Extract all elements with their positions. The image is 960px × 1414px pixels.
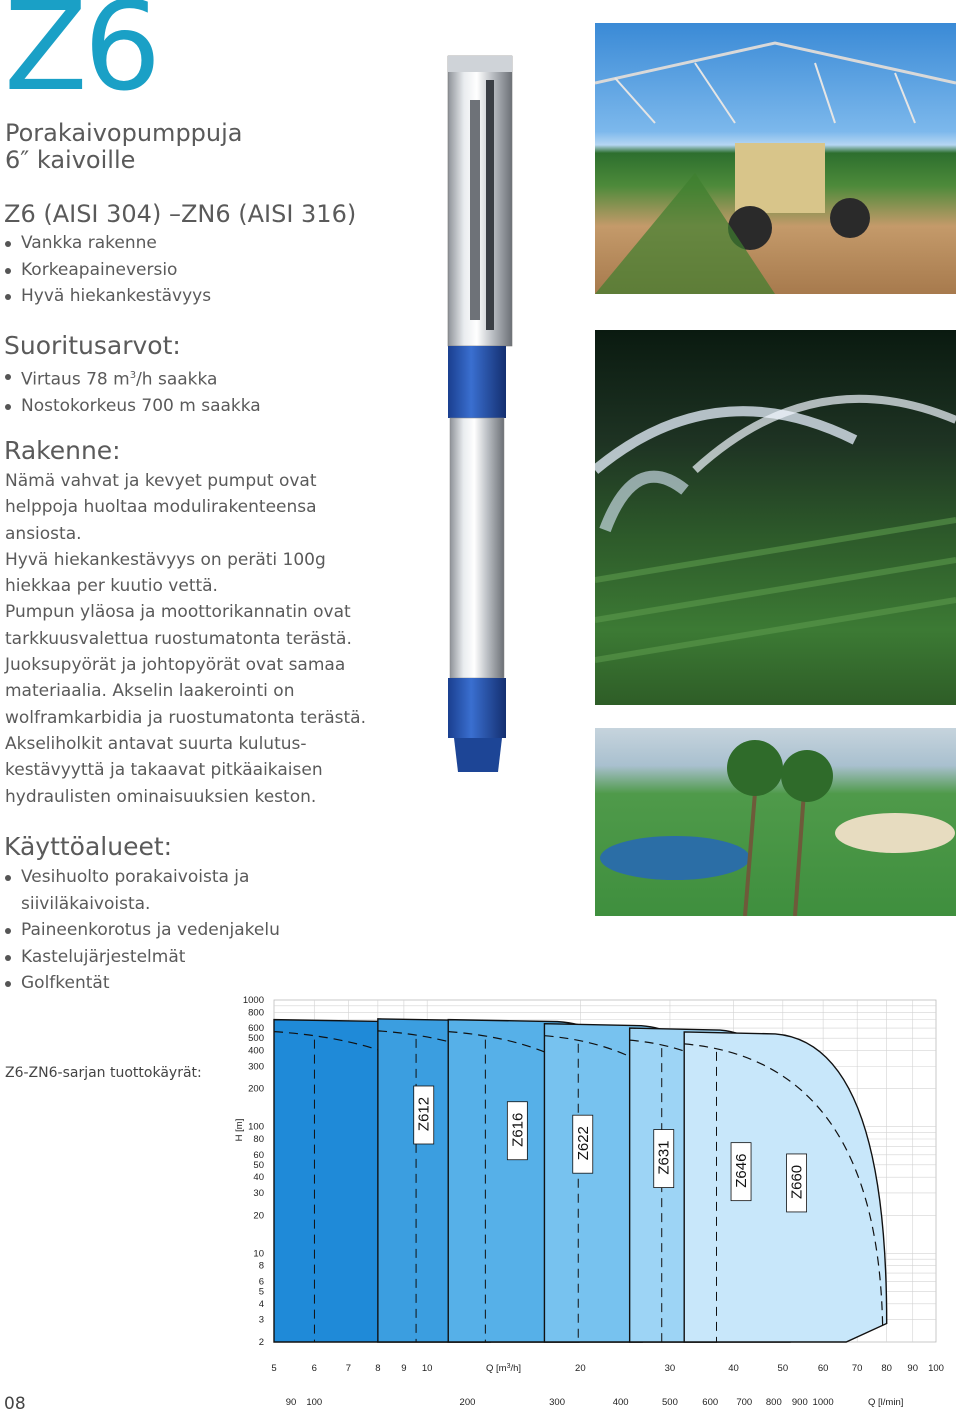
x-tick-label: 9	[401, 1363, 407, 1374]
y-tick-label: 100	[248, 1121, 264, 1133]
text-line: ansiosta.	[5, 523, 82, 544]
x-tick-label: 8	[375, 1363, 381, 1374]
y-tick-label: 8	[258, 1260, 264, 1272]
list-item: Vankka rakenne	[5, 230, 405, 257]
y-axis-ticks	[243, 995, 264, 1348]
flow-sup: 3	[129, 370, 137, 381]
x2-axis-label: Q [l/min]	[868, 1397, 904, 1408]
x-tick-label: 60	[817, 1363, 829, 1374]
x-tick-label: 30	[664, 1363, 676, 1374]
x2-tick-label: 1000	[812, 1397, 834, 1408]
x2-tick-label: 500	[662, 1397, 678, 1408]
y-tick-label: 400	[248, 1045, 264, 1057]
y-tick-label: 30	[253, 1187, 264, 1199]
y-tick-label: 40	[253, 1172, 264, 1184]
x-tick-label: 80	[881, 1363, 892, 1374]
y-tick-label: 10	[253, 1248, 264, 1260]
x-axis-label: Q $[m^3/h]$	[486, 1362, 522, 1374]
y-tick-label: 600	[248, 1023, 264, 1035]
x-tick-label: 6	[311, 1363, 317, 1374]
y-tick-label: 2	[258, 1337, 264, 1348]
text-line: hiekkaa per kuutio vettä.	[5, 576, 218, 597]
list-item	[5, 864, 405, 917]
feature-list	[5, 230, 405, 310]
y-tick-label: 1000	[242, 995, 264, 1006]
series-label: Z631	[655, 1140, 673, 1175]
text-line: kestävyyttä ja takaavat pitkäaikaisen	[5, 760, 323, 781]
golf-course-photo	[595, 728, 956, 916]
y-axis-label: H [m]	[234, 1118, 245, 1142]
series-label: Z646	[733, 1153, 751, 1188]
x2-tick-label: 400	[612, 1397, 629, 1408]
x-tick-label: 50	[777, 1363, 789, 1374]
x2-tick-label: 100	[306, 1397, 323, 1408]
x-axis-ticks	[271, 1363, 944, 1374]
text-line: Pumpun yläosa ja moottorikannatin ovat	[5, 602, 351, 623]
item-text: Vesihuolto porakaivoista ja	[21, 867, 250, 887]
construction-heading: Rakenne:	[4, 436, 121, 465]
text-line: tarkkuusvalettua ruostumatonta terästä.	[5, 628, 352, 649]
performance-heading: Suoritusarvot:	[4, 331, 181, 360]
y-tick-label: 5	[258, 1286, 264, 1298]
y-tick-label: 500	[248, 1033, 264, 1045]
series-label: Z660	[788, 1164, 806, 1200]
product-subtitle	[5, 120, 243, 174]
text-line: wolframkarbidia ja ruostumatonta terästä.	[5, 707, 366, 728]
y-tick-label: 4	[258, 1298, 264, 1310]
x2-tick-label: 90	[285, 1397, 297, 1408]
x2-tick-label: 700	[736, 1397, 753, 1408]
text-line: Hyvä hiekankestävyys on peräti 100g	[5, 549, 326, 570]
list-item: Kastelujärjestelmät	[5, 944, 405, 971]
x-tick-label: 100	[928, 1363, 944, 1374]
x2-tick-label: 900	[791, 1397, 808, 1408]
y-tick-label: 50	[253, 1159, 264, 1171]
text-line: materiaalia. Akselin laakerointi on	[5, 681, 295, 702]
y-tick-label: 6	[258, 1276, 264, 1288]
applications-heading: Käyttöalueet:	[4, 832, 173, 861]
item-text-cont: siiviläkaivoista.	[21, 893, 151, 914]
y-tick-label: 300	[248, 1061, 264, 1073]
y-tick-label: 800	[248, 1007, 264, 1019]
x-tick-label: 70	[851, 1363, 863, 1374]
sprinkler-field-photo	[595, 330, 956, 705]
text-line: hydraulisten ominaisuuksien keston.	[5, 786, 317, 807]
y-tick-label: 80	[253, 1133, 264, 1145]
x-tick-label: 40	[728, 1363, 739, 1374]
flow-text: Virtaus 78 m	[21, 369, 130, 390]
x-tick-label: 20	[575, 1363, 586, 1374]
y-tick-label: 20	[253, 1210, 264, 1222]
y-tick-label: 200	[248, 1083, 264, 1095]
list-item: Nostokorkeus 700 m saakka	[5, 393, 405, 420]
text-line: helppoja huoltaa modulirakenteensa	[5, 497, 317, 518]
pump-illustration	[430, 50, 530, 780]
series-label: Z612	[415, 1096, 433, 1132]
x-tick-label: 7	[345, 1363, 352, 1374]
series-label: Z622	[574, 1126, 592, 1161]
subtitle-line: Porakaivopumppuja	[5, 119, 243, 147]
x-tick-label: 90	[907, 1363, 919, 1374]
x-tick-label: 10	[421, 1363, 433, 1374]
list-item: Korkeapaineversio	[5, 257, 405, 284]
x2-tick-label: 200	[459, 1397, 476, 1408]
x2-tick-label: 800	[765, 1397, 782, 1408]
performance-chart	[220, 990, 960, 1410]
x2-tick-label: 300	[549, 1397, 565, 1408]
x2-tick-label: 600	[702, 1397, 719, 1408]
performance-list	[5, 363, 405, 420]
list-item: Golfkentät	[5, 970, 405, 997]
subtitle-line: 6″ kaivoille	[5, 146, 136, 174]
series-label: Z616	[509, 1112, 527, 1147]
x2-axis-ticks	[286, 1397, 834, 1408]
applications-list	[5, 864, 405, 997]
product-title: Z6	[4, 0, 158, 118]
text-line: Nämä vahvat ja kevyet pumput ovat	[5, 471, 317, 491]
y-tick-label: 3	[258, 1314, 264, 1326]
text-line: Juoksupyörät ja johtopyörät ovat samaa	[5, 655, 346, 676]
list-item	[5, 363, 405, 393]
x-tick-label: 5	[271, 1363, 277, 1374]
flow-suffix: /h saakka	[136, 369, 218, 390]
construction-text	[5, 468, 425, 810]
curves-label: Z6-ZN6-sarjan tuottokäyrät:	[5, 1065, 202, 1081]
model-line: Z6 (AISI 304) –ZN6 (AISI 316)	[4, 200, 357, 228]
list-item: Paineenkorotus ja vedenjakelu	[5, 917, 405, 944]
list-item: Hyvä hiekankestävyys	[5, 283, 405, 310]
text-line: Akseliholkit antavat suurta kulutus-	[5, 733, 307, 754]
irrigation-machine-photo	[595, 23, 956, 294]
page-number: 08	[4, 1394, 26, 1414]
y-tick-label: 60	[253, 1149, 264, 1161]
